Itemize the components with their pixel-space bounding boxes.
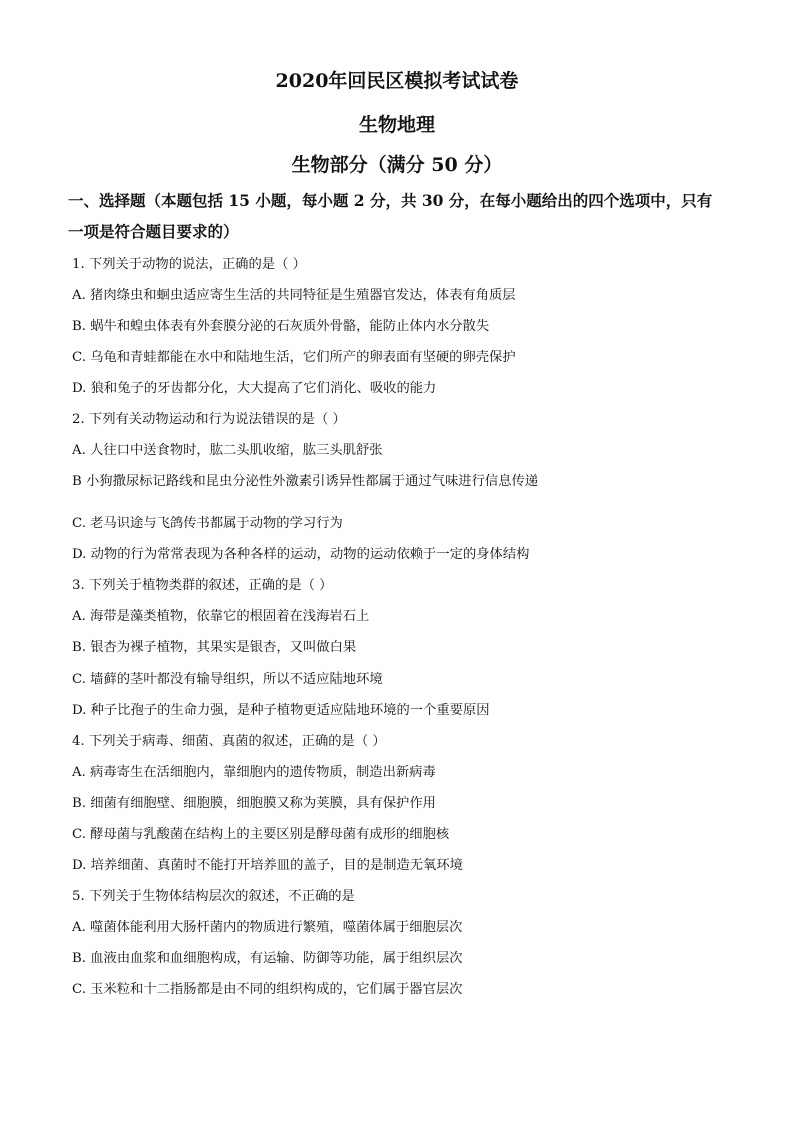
question-1-option-a: A. 猪肉绦虫和蛔虫适应寄生生活的共同特征是生殖器官发达，体表有角质层	[72, 288, 516, 303]
question-5-option-c: C. 玉米粒和十二指肠都是由不同的组织构成的，它们属于器官层次	[72, 982, 463, 997]
question-2-option-d: D. 动物的行为常常表现为各种各样的运动，动物的运动依赖于一定的身体结构	[72, 547, 530, 562]
exam-subject: 生物地理	[358, 114, 435, 136]
question-1-option-d: D. 狼和兔子的牙齿都分化，大大提高了它们消化、吸收的能力	[72, 381, 437, 396]
question-1-option-b: B. 蜗牛和蝗虫体表有外套膜分泌的石灰质外骨骼，能防止体内水分散失	[72, 319, 490, 334]
question-3-option-d: D. 种子比孢子的生命力强，是种子植物更适应陆地环境的一个重要原因	[72, 703, 490, 718]
exam-part-heading: 生物部分（满分 50 分）	[291, 154, 503, 176]
question-4-stem: 4. 下列关于病毒、细菌、真菌的叙述，正确的是（ ）	[72, 734, 386, 749]
question-3-option-c: C. 墙藓的茎叶都没有输导组织，所以不适应陆地环境	[72, 672, 383, 687]
question-3-option-b: B. 银杏为裸子植物，其果实是银杏，又叫做白果	[72, 640, 357, 655]
question-4-option-d: D. 培养细菌、真菌时不能打开培养皿的盖子，目的是制造无氧环境	[72, 858, 463, 873]
question-2-option-b: B 小狗撒尿标记路线和昆虫分泌性外激素引诱异性都属于通过气味进行信息传递	[72, 474, 539, 489]
question-4-option-c: C. 酵母菌与乳酸菌在结构上的主要区别是酵母菌有成形的细胞核	[72, 827, 450, 842]
question-3-stem: 3. 下列关于植物类群的叙述，正确的是（ ）	[72, 578, 333, 593]
question-2-option-a: A. 人往口中送食物时，肱二头肌收缩，肱三头肌舒张	[72, 443, 383, 458]
exam-title: 2020年回民区模拟考试试卷	[275, 70, 519, 92]
question-1-option-c: C. 乌龟和青蛙都能在水中和陆地生活，它们所产的卵表面有坚硬的卵壳保护	[72, 350, 516, 365]
question-2-option-c: C. 老马识途与飞鸽传书都属于动物的学习行为	[72, 516, 343, 531]
question-5-option-a: A. 噬菌体能利用大肠杆菌内的物质进行繁殖，噬菌体属于细胞层次	[72, 920, 463, 935]
question-1-stem: 1. 下列关于动物的说法，正确的是（ ）	[72, 257, 306, 272]
question-4-option-b: B. 细菌有细胞壁、细胞膜，细胞膜又称为荚膜，具有保护作用	[72, 796, 436, 811]
section-heading-line-2: 一项是符合题目要求的）	[68, 222, 239, 241]
section-heading-line-1: 一、选择题（本题包括 15 小题，每小题 2 分，共 30 分，在每小题给出的四个选项中，只有	[68, 191, 713, 210]
question-3-option-a: A. 海带是藻类植物，依靠它的根固着在浅海岩石上	[72, 609, 370, 624]
question-5-option-b: B. 血液由血浆和血细胞构成，有运输、防御等功能，属于组织层次	[72, 951, 463, 966]
question-2-stem: 2. 下列有关动物运动和行为说法错误的是（ ）	[72, 412, 346, 427]
question-5-stem: 5. 下列关于生物体结构层次的叙述，不正确的是	[72, 889, 355, 904]
question-4-option-a: A. 病毒寄生在活细胞内，靠细胞内的遗传物质，制造出新病毒	[72, 765, 436, 780]
